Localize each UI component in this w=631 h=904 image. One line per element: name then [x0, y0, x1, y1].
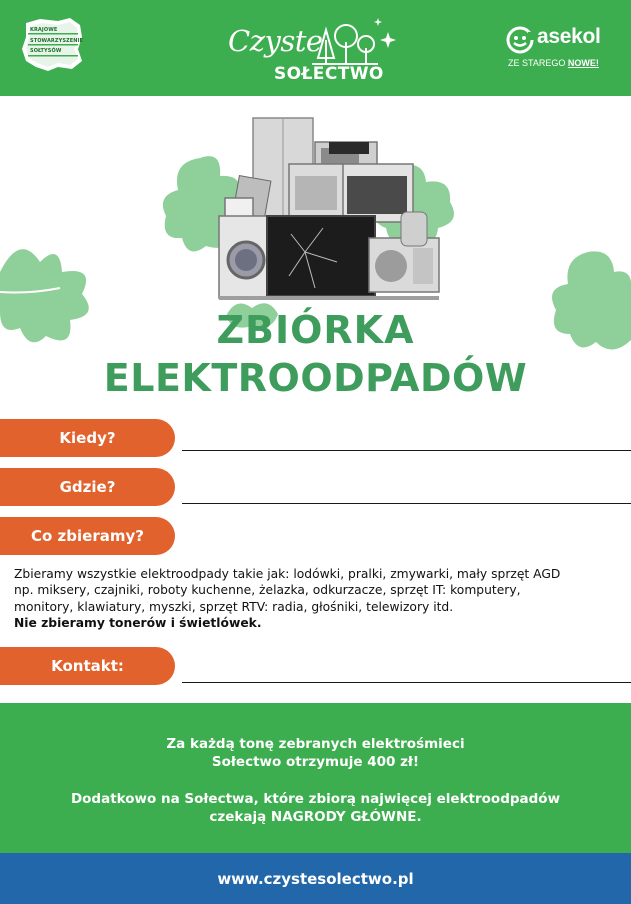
when-label-pill: [0, 419, 175, 457]
where-label-pill: [0, 468, 175, 506]
footer-band: [0, 853, 631, 904]
kss-line-2: STOWARZYSZENIE: [30, 37, 84, 44]
reward-line-3: Dodatkowo na Sołectwa, które zbiorą najwięcej elektroodpadów: [70, 791, 561, 807]
reward-line-2-prefix: Sołectwo otrzymuje: [211, 754, 368, 770]
what-label-pill: [0, 517, 175, 555]
when-label: Kiedy?: [59, 429, 116, 447]
kss-line-1: KRAJOWE: [30, 27, 58, 33]
slogan-prefix: ZE STAREGO: [508, 58, 566, 68]
website-link[interactable]: www.czystesolectwo.pl: [217, 870, 414, 888]
trees-sparkle-icon: [308, 14, 404, 66]
kss-logo-text: [30, 27, 84, 56]
brand-word-text: SOŁECTWO: [274, 64, 384, 84]
contact-fill-line[interactable]: [182, 682, 631, 683]
brand-script-text: Czyste: [228, 24, 323, 58]
where-fill-line[interactable]: [182, 503, 631, 504]
kss-line-3: SOŁTYSÓW: [30, 48, 62, 55]
header-band: [0, 0, 631, 96]
poster-title-line-2: ELEKTROODPADÓW: [103, 356, 528, 400]
reward-line-2: [0, 753, 631, 771]
kss-logo: [18, 15, 88, 73]
reward-amount: 400 zł!: [367, 754, 420, 770]
czyste-solectwo-logo: [222, 14, 402, 90]
contact-label-pill: [0, 647, 175, 685]
collected-items-description: [14, 566, 624, 632]
reward-info-band: [0, 703, 631, 853]
electronic-appliances-pile-illustration: [205, 112, 445, 302]
asekol-slogan: [508, 58, 599, 68]
reward-line-4: czekają NAGRODY GŁÓWNE.: [209, 809, 422, 825]
description-line-2: np. miksery, czajniki, roboty kuchenne, żelazka, odkurzacze, sprzęt IT: komputery,: [14, 583, 521, 598]
when-fill-line[interactable]: [182, 450, 631, 451]
asekol-logo: [504, 22, 614, 78]
what-label: Co zbieramy?: [31, 527, 144, 545]
where-label: Gdzie?: [59, 478, 116, 496]
description-line-1: Zbieramy wszystkie elektroodpady takie jak: lodówki, pralki, zmywarki, mały sprzęt AGD: [14, 567, 561, 581]
description-line-3: monitory, klawiatury, myszki, sprzęt RTV: radia, głośniki, telewizory itd.: [14, 599, 454, 614]
description-exclusions: Nie zbieramy tonerów i świetlówek.: [14, 616, 262, 631]
asekol-name: asekol: [537, 25, 601, 48]
reward-line-1: Za każdą tonę zebranych elektrośmieci: [166, 736, 465, 752]
contact-label: Kontakt:: [51, 657, 124, 675]
asekol-smile-icon: [506, 26, 534, 54]
poster-title-line-1: ZBIÓRKA: [216, 308, 415, 352]
slogan-emphasis: NOWE!: [567, 58, 599, 68]
